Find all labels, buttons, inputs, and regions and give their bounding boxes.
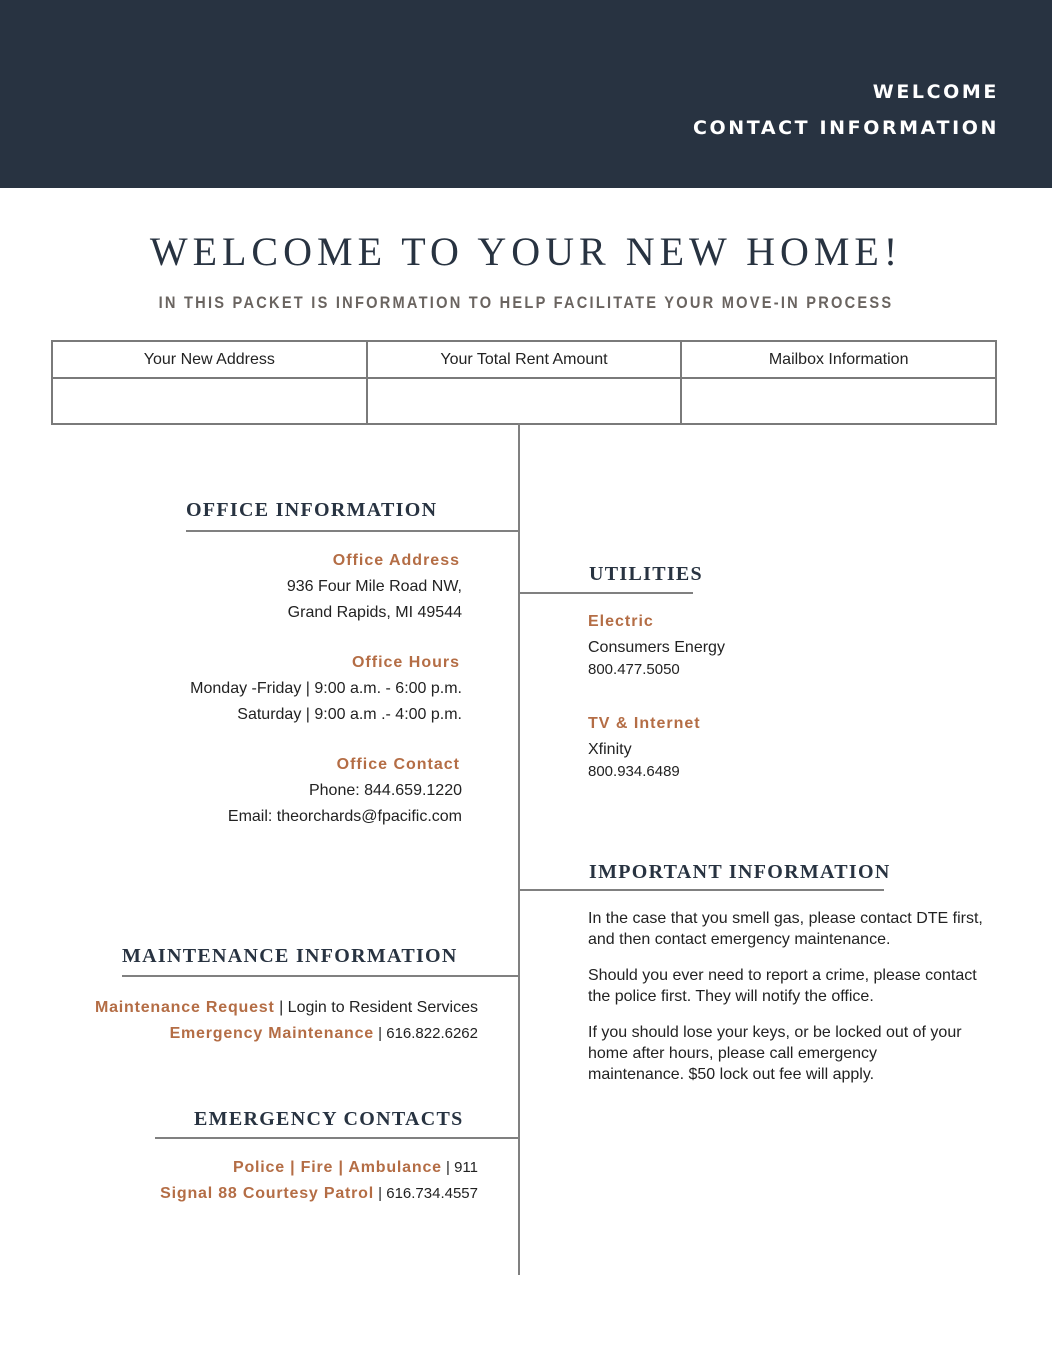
electric-label: Electric <box>588 613 654 630</box>
header-banner <box>0 0 1052 188</box>
office-address-label: Office Address <box>332 552 460 569</box>
tv-internet-provider: Xfinity <box>588 741 632 758</box>
page-subtitle: IN THIS PACKET IS INFORMATION TO HELP FACILITATE YOUR MOVE-IN PROCESS <box>158 293 894 312</box>
electric-phone[interactable]: 800.477.5050 <box>588 661 680 678</box>
courtesy-patrol-row <box>160 1185 478 1203</box>
office-phone[interactable]: Phone: 844.659.1220 <box>308 782 462 799</box>
tv-internet-phone[interactable]: 800.934.6489 <box>588 763 680 780</box>
maintenance-request-label: Maintenance Request <box>94 999 275 1016</box>
important-info-title: IMPORTANT INFORMATION <box>589 861 891 883</box>
important-paragraph-lockout: If you should lose your keys, or be locked out of your home after hours, please call emergency maintenance. $50 lock out fee will apply. <box>588 1024 962 1083</box>
separator: | <box>374 1025 387 1042</box>
maintenance-info-title: MAINTENANCE INFORMATION <box>122 945 458 967</box>
separator: | <box>374 1185 387 1202</box>
office-info-rule <box>186 530 519 532</box>
office-info-title: OFFICE INFORMATION <box>186 499 438 521</box>
nav-welcome[interactable]: WELCOME <box>872 81 999 103</box>
emergency-services-phone[interactable]: 911 <box>454 1159 478 1176</box>
header-new-address: Your New Address <box>52 341 367 378</box>
emergency-contacts-rule <box>155 1137 519 1139</box>
important-paragraph-gas: In the case that you smell gas, please contact DTE first, and then contact emergency maintenance. <box>588 910 983 948</box>
tv-internet-label: TV & Internet <box>588 715 701 732</box>
emergency-services-label: Police | Fire | Ambulance <box>232 1159 442 1176</box>
important-paragraph-crime: Should you ever need to report a crime, please contact the police first. They will notify the office. <box>588 967 977 1005</box>
utilities-rule <box>519 592 693 594</box>
value-mailbox[interactable] <box>681 378 996 424</box>
office-contact-label: Office Contact <box>336 756 460 773</box>
important-info-rule <box>519 889 884 891</box>
separator: | <box>274 999 288 1016</box>
emergency-maintenance-label: Emergency Maintenance <box>169 1025 374 1042</box>
emergency-services-row <box>233 1159 478 1177</box>
utilities-title: UTILITIES <box>589 563 703 585</box>
office-address-line-1: 936 Four Mile Road NW, <box>286 578 462 595</box>
page-title: WELCOME TO YOUR NEW HOME! <box>149 229 903 274</box>
center-divider <box>518 423 520 1275</box>
office-email[interactable]: Email: theorchards@fpacific.com <box>227 808 462 825</box>
emergency-maintenance-phone[interactable]: 616.822.6262 <box>386 1025 478 1042</box>
move-in-info-table <box>51 340 997 425</box>
value-total-rent[interactable] <box>367 378 682 424</box>
maintenance-request-row <box>95 999 478 1017</box>
header-mailbox: Mailbox Information <box>681 341 996 378</box>
office-address-line-2: Grand Rapids, MI 49544 <box>287 604 462 621</box>
emergency-maintenance-row <box>170 1025 478 1043</box>
office-hours-saturday: Saturday | 9:00 a.m .- 4:00 p.m. <box>237 706 462 723</box>
emergency-contacts-title: EMERGENCY CONTACTS <box>194 1108 464 1130</box>
separator: | <box>441 1159 455 1176</box>
nav-contact-information[interactable]: CONTACT INFORMATION <box>692 117 999 139</box>
value-new-address[interactable] <box>52 378 367 424</box>
office-hours-weekday: Monday -Friday | 9:00 a.m. - 6:00 p.m. <box>190 680 462 697</box>
header-total-rent: Your Total Rent Amount <box>367 341 682 378</box>
electric-provider: Consumers Energy <box>588 639 725 656</box>
courtesy-patrol-label: Signal 88 Courtesy Patrol <box>160 1185 374 1202</box>
maintenance-info-rule <box>122 975 519 977</box>
maintenance-request-value[interactable]: Login to Resident Services <box>287 999 478 1016</box>
courtesy-patrol-phone[interactable]: 616.734.4557 <box>386 1185 478 1202</box>
office-hours-label: Office Hours <box>351 654 460 671</box>
